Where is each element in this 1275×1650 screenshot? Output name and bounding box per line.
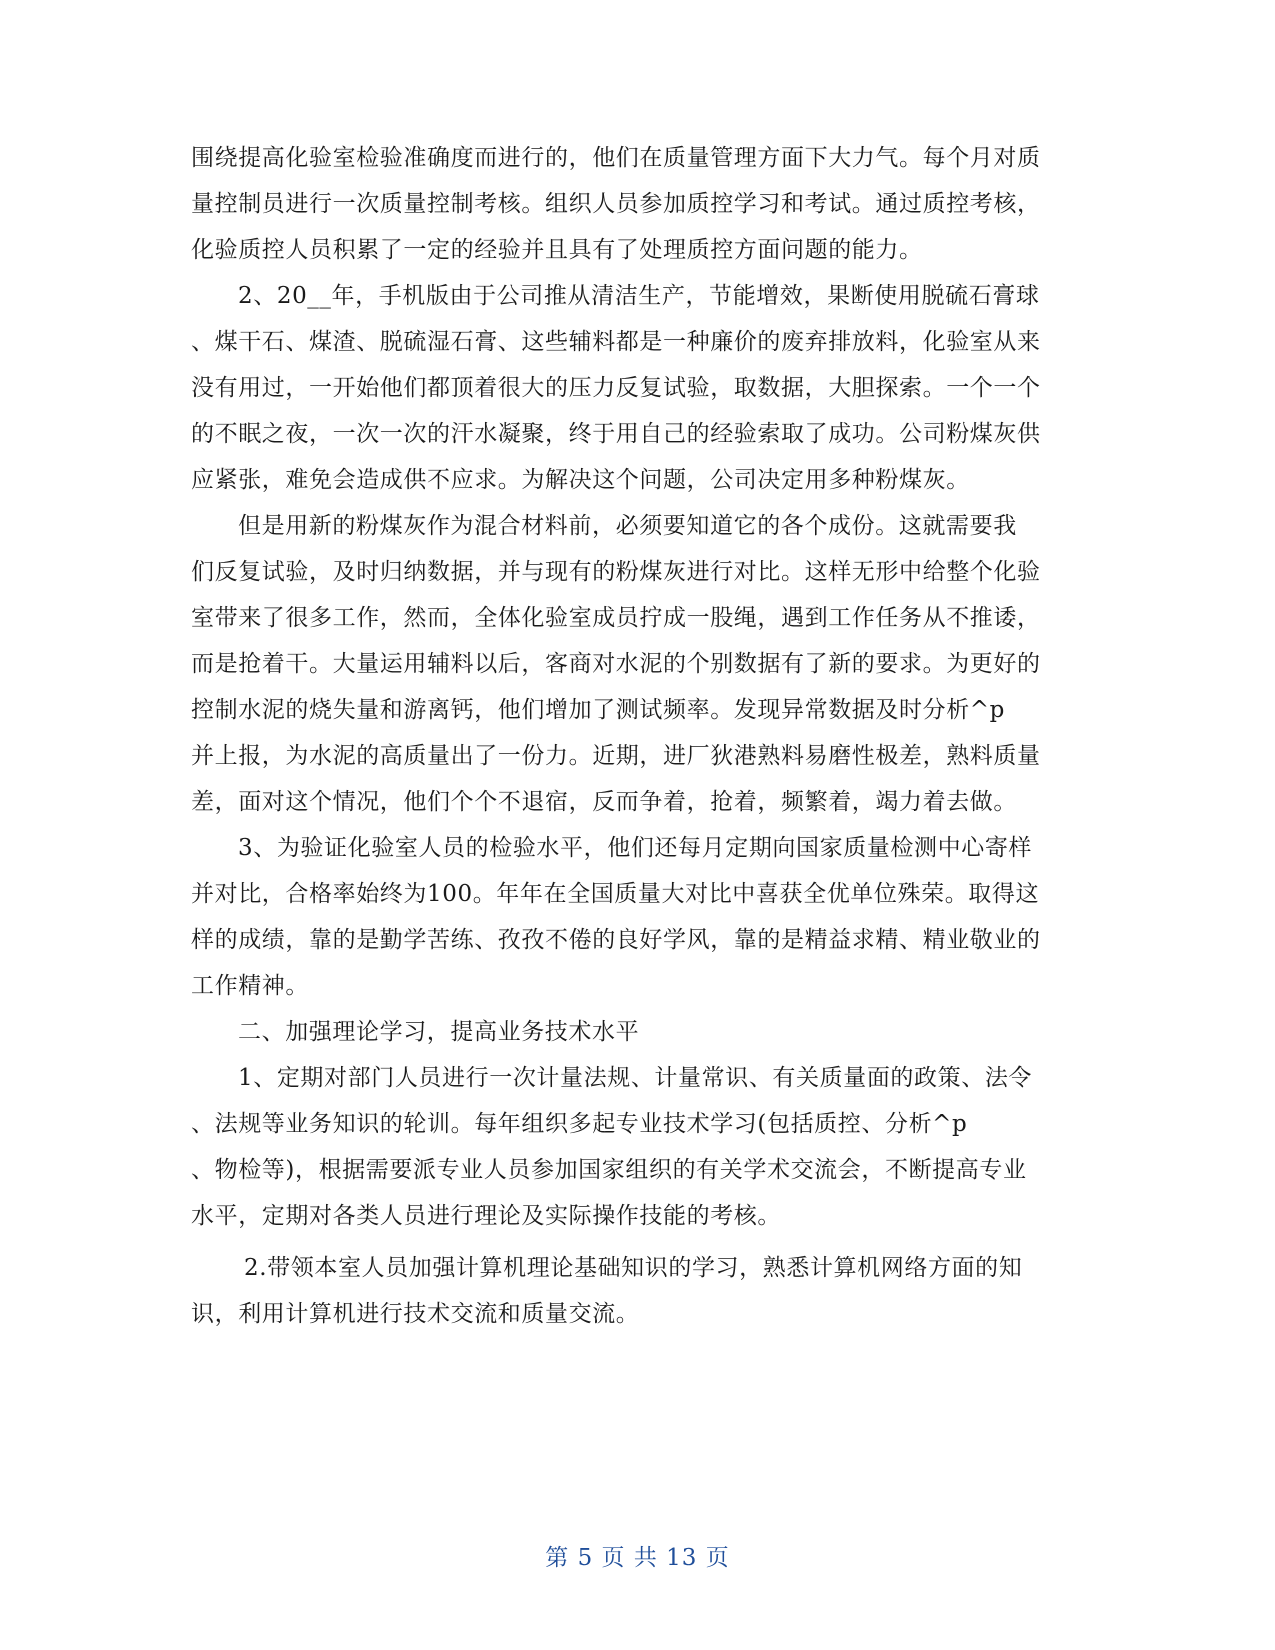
footer-page-number: 5 [577, 1545, 594, 1571]
section-heading: 二、加强理论学习，提高业务技术水平 [238, 1019, 640, 1045]
text-line: 样的成绩，靠的是勤学苦练、孜孜不倦的良好学风，靠的是精益求精、精业敬业的 [191, 927, 1041, 953]
text-line: 水平，定期对各类人员进行理论及实际操作技能的考核。 [191, 1203, 781, 1229]
text-line: 并对比，合格率始终为100。年年在全国质量大对比中喜获全优单位殊荣。取得这 [191, 881, 1040, 907]
text-line: 化验质控人员积累了一定的经验并且具有了处理质控方面问题的能力。 [191, 237, 923, 263]
text-line: 们反复试验，及时归纳数据，并与现有的粉煤灰进行对比。这样无形中给整个化验 [191, 559, 1041, 585]
footer-middle: 页 共 [601, 1545, 658, 1571]
text-line: 、法规等业务知识的轮训。每年组织多起专业技术学习(包括质控、分析^p [191, 1111, 968, 1137]
text-line: 2、20__年，手机版由于公司推从清洁生产，节能增效，果断使用脱硫石膏球 [238, 283, 1040, 309]
text-line: 量控制员进行一次质量控制考核。组织人员参加质控学习和考试。通过质控考核， [191, 191, 1041, 217]
text-line: 控制水泥的烧失量和游离钙，他们增加了测试频率。发现异常数据及时分析^p [191, 697, 1005, 723]
text-line: 差，面对这个情况，他们个个不退宿，反而争着，抢着，频繁着，竭力着去做。 [191, 789, 1017, 815]
text-line: 1、定期对部门人员进行一次计量法规、计量常识、有关质量面的政策、法令 [238, 1065, 1033, 1091]
text-line: 的不眠之夜，一次一次的汗水凝聚，终于用自己的经验索取了成功。公司粉煤灰供 [191, 421, 1041, 447]
text-line: 识，利用计算机进行技术交流和质量交流。 [191, 1301, 640, 1327]
text-line: 、物检等)，根据需要派专业人员参加国家组织的有关学术交流会，不断提高专业 [191, 1157, 1027, 1183]
text-line: 应紧张，难免会造成供不应求。为解决这个问题，公司决定用多种粉煤灰。 [191, 467, 970, 493]
text-line: 2.带领本室人员加强计算机理论基础知识的学习，熟悉计算机网络方面的知 [244, 1255, 1023, 1281]
text-line: 工作精神。 [191, 973, 309, 999]
text-line: 3、为验证化验室人员的检验水平，他们还每月定期向国家质量检测中心寄样 [238, 835, 1033, 861]
text-line: 室带来了很多工作，然而，全体化验室成员拧成一股绳，遇到工作任务从不推诿， [191, 605, 1041, 631]
page-footer [0, 1543, 1275, 1573]
footer-prefix: 第 [545, 1545, 570, 1571]
text-line: 、煤干石、煤渣、脱硫湿石膏、这些辅料都是一种廉价的废弃排放料，化验室从来 [191, 329, 1041, 355]
text-line: 围绕提高化验室检验准确度而进行的，他们在质量管理方面下大力气。每个月对质 [191, 145, 1041, 171]
text-line: 并上报，为水泥的高质量出了一份力。近期，进厂狄港熟料易磨性极差，熟料质量 [191, 743, 1041, 769]
text-line: 而是抢着干。大量运用辅料以后，客商对水泥的个别数据有了新的要求。为更好的 [191, 651, 1041, 677]
footer-total-pages: 13 [666, 1545, 698, 1571]
text-line: 没有用过，一开始他们都顶着很大的压力反复试验，取数据，大胆探索。一个一个 [191, 375, 1041, 401]
text-line: 但是用新的粉煤灰作为混合材料前，必须要知道它的各个成份。这就需要我 [238, 513, 1017, 539]
footer-suffix: 页 [705, 1545, 730, 1571]
